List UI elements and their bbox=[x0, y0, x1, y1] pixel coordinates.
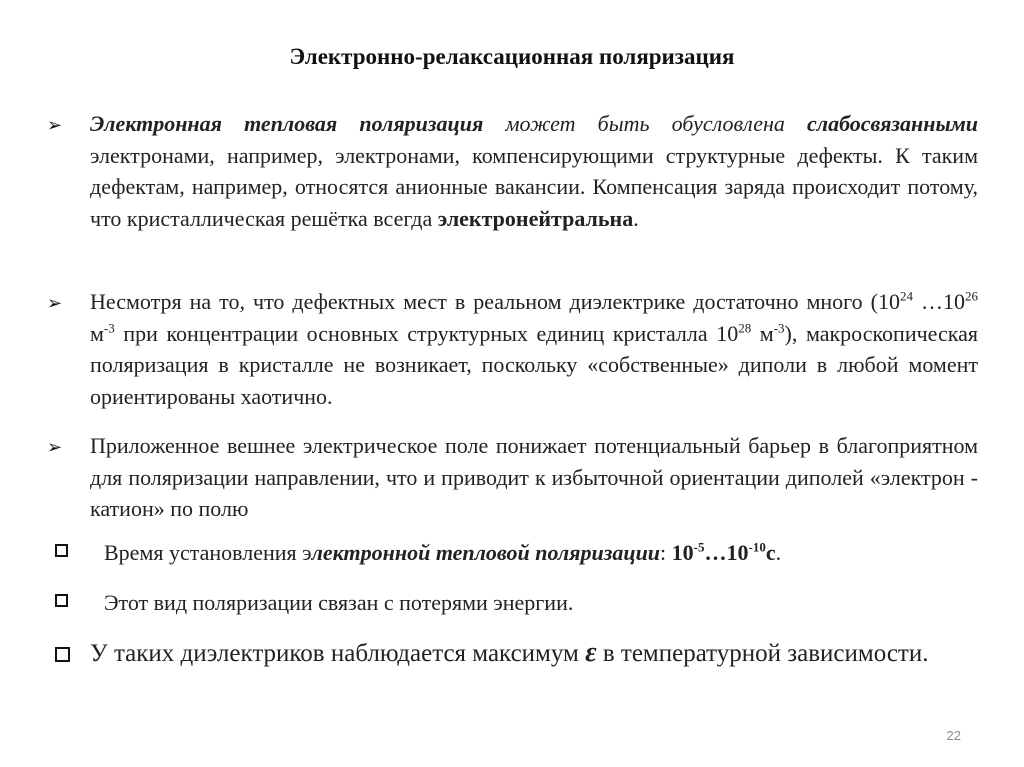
value-unit: с bbox=[765, 540, 776, 565]
text-fragment: электронами, например, электронами, компенсирующими структурные дефекты. К таким дефектам, например, относятся анионные вакансии. Компенсация заряда происходит потому, что кристаллическая решётка всегда bbox=[90, 142, 978, 231]
text-fragment: м bbox=[90, 320, 104, 346]
page-number: 22 bbox=[946, 728, 961, 743]
text-fragment: : bbox=[660, 540, 672, 565]
value-time-range: …10 bbox=[704, 540, 749, 565]
arrow-bullet-icon: ➢ bbox=[47, 293, 63, 313]
bullet-electronic-thermal bbox=[90, 108, 978, 234]
bullet-permittivity-maximum bbox=[90, 633, 978, 674]
slide-title: Электронно-релаксационная поляризация bbox=[289, 44, 735, 69]
arrow-bullet-icon: ➢ bbox=[47, 437, 63, 457]
checkbox-bullet-icon bbox=[55, 647, 75, 667]
text-fragment: …10 bbox=[912, 289, 965, 314]
superscript: 28 bbox=[738, 320, 752, 336]
text-fragment: может быть обусловлена bbox=[483, 111, 808, 136]
arrow-bullet-icon: ➢ bbox=[47, 115, 63, 135]
bullet-setup-time bbox=[104, 537, 978, 569]
term-electronic-thermal-polarization: лектронной тепловой поляризации bbox=[311, 540, 661, 565]
superscript: -5 bbox=[693, 539, 705, 555]
text-fragment: Несмотря на то, что дефектных мест в реальном диэлектрике достаточно много (10 bbox=[90, 289, 900, 314]
epsilon-symbol: ε bbox=[585, 637, 597, 668]
text-fragment: ), макроскопическая поляризация в кристалле не возникает, поскольку «собственные» диполи в любой момент ориентированы хаотично. bbox=[90, 320, 978, 409]
text-fragment: . bbox=[775, 540, 782, 565]
text-fragment: при концентрации основных структурных единиц кристалла 10 bbox=[114, 320, 739, 346]
superscript: 24 bbox=[899, 288, 913, 304]
text-fragment: м bbox=[751, 320, 774, 346]
term-electronic-thermal-polarization: Электронная тепловая поляризация bbox=[90, 111, 484, 136]
superscript: -10 bbox=[748, 539, 766, 555]
checkbox-bullet-icon bbox=[55, 594, 75, 612]
bullet-external-field bbox=[90, 430, 978, 525]
superscript: -3 bbox=[773, 320, 785, 336]
bullet-defects-concentration bbox=[90, 286, 978, 412]
term-weakly-bound: слабосвязанными bbox=[807, 111, 979, 136]
bullet-energy-losses bbox=[104, 587, 978, 619]
text-fragment: Этот вид поляризации связан с потерями энергии. bbox=[104, 590, 574, 615]
checkbox-bullet-icon bbox=[55, 544, 75, 562]
superscript: -3 bbox=[103, 320, 115, 336]
text-fragment: У таких диэлектриков наблюдается максимум bbox=[90, 640, 586, 667]
text-fragment: Время установления э bbox=[104, 540, 312, 565]
text-fragment: . bbox=[633, 205, 639, 231]
superscript: 26 bbox=[965, 288, 978, 304]
value-time-range: 10 bbox=[671, 540, 694, 565]
text-fragment: Приложенное вешнее электрическое поле понижает потенциальный барьер в благоприятном для поляризации направлении, что и приводит к избыточной ориентации диполей «электрон - катион» по полю bbox=[90, 433, 978, 521]
term-electroneutral: электронейтральна bbox=[437, 205, 634, 231]
text-fragment: в температурной зависимости. bbox=[596, 640, 929, 667]
